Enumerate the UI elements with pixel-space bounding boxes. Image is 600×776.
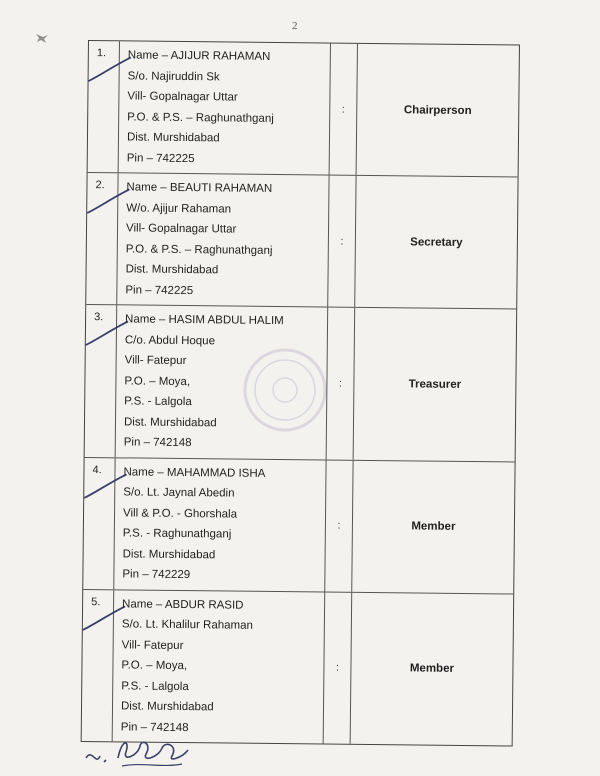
address-line: P.O. & P.S. – Raghunathganj	[125, 242, 273, 257]
serial-cell	[82, 589, 115, 741]
member-role: Treasurer	[408, 378, 462, 391]
member-role: Member	[411, 520, 456, 533]
address-line: Dist. Murshidabad	[123, 415, 217, 429]
member-row	[85, 305, 517, 462]
member-role: Member	[409, 662, 455, 676]
address-cell	[117, 173, 329, 306]
member-row	[82, 589, 514, 745]
address-line: S/o. Lt. Khalilur Rahaman	[121, 618, 253, 632]
signature-icon	[82, 728, 202, 774]
role-cell	[355, 176, 517, 309]
separator-cell	[330, 44, 358, 175]
address-line: Pin – 742148	[123, 436, 192, 450]
address-line: Pin – 742148	[120, 720, 189, 734]
serial-number: 2.	[95, 179, 105, 192]
separator-colon: :	[340, 235, 344, 248]
member-name: Name – HASIM ABDUL HALIM	[125, 313, 284, 328]
address-line: Vill- Gopalnagar Uttar	[127, 90, 238, 104]
role-cell	[357, 44, 519, 177]
address-line: S/o. Najiruddin Sk	[127, 69, 220, 83]
member-name: Name – ABDUR RASID	[122, 597, 244, 612]
address-line: Pin – 742225	[125, 283, 194, 297]
address-line: Dist. Murshidabad	[126, 131, 220, 145]
member-row	[86, 173, 517, 309]
address-line: C/o. Abdul Hoque	[124, 333, 216, 347]
member-role: Secretary	[410, 235, 463, 249]
separator-cell	[325, 460, 353, 591]
role-cell	[354, 308, 517, 461]
separator-colon: :	[337, 519, 341, 532]
address-line: Pin – 742229	[122, 568, 191, 582]
address-line: P.O. – Moya,	[124, 374, 191, 388]
members-table	[81, 40, 520, 746]
member-name: Name – AJIJUR RAHAMAN	[127, 49, 271, 63]
serial-cell	[85, 305, 118, 457]
serial-cell	[83, 457, 115, 588]
address-line: Dist. Murshidabad	[120, 700, 214, 714]
serial-number: 3.	[94, 311, 104, 324]
serial-number: 1.	[96, 47, 107, 60]
address-line: Dist. Murshidabad	[125, 263, 219, 277]
member-row	[88, 41, 519, 177]
separator-cell	[324, 592, 353, 744]
member-role: Chairperson	[403, 103, 472, 117]
address-line: P.S. - Lalgola	[121, 679, 189, 693]
serial-number: 5.	[91, 595, 101, 608]
address-line: Vill- Fatepur	[121, 638, 184, 652]
member-row	[83, 457, 514, 593]
role-cell	[352, 460, 514, 593]
separator-cell	[328, 176, 356, 307]
address-cell	[119, 41, 331, 174]
address-line: P.O. & P.S. – Raghunathganj	[127, 110, 274, 125]
address-line: S/o. Lt. Jaynal Abedin	[123, 486, 235, 500]
address-line: Vill- Fatepur	[124, 354, 187, 368]
serial-cell	[88, 41, 120, 172]
ink-blot-mark	[34, 30, 50, 44]
address-line: P.O. – Moya,	[121, 659, 188, 673]
address-line: Dist. Murshidabad	[122, 547, 216, 561]
separator-cell	[327, 308, 356, 460]
address-line: Vill- Gopalnagar Uttar	[125, 222, 237, 236]
address-cell	[113, 590, 326, 744]
separator-colon: :	[335, 661, 340, 674]
address-line: P.S. - Raghunathganj	[122, 527, 232, 541]
address-line: Pin – 742225	[126, 151, 195, 165]
page-number: 2	[292, 20, 298, 32]
serial-cell	[86, 173, 118, 304]
member-name: Name – BEAUTI RAHAMAN	[126, 181, 273, 195]
address-cell	[114, 458, 326, 591]
address-line: Vill & P.O. - Ghorshala	[122, 506, 238, 521]
address-line: W/o. Ajijur Rahaman	[126, 201, 232, 216]
separator-colon: :	[341, 103, 345, 116]
role-cell	[351, 592, 514, 745]
separator-colon: :	[338, 377, 343, 390]
address-line: P.S. - Lalgola	[124, 395, 192, 409]
serial-number: 4.	[92, 463, 102, 476]
member-name: Name – MAHAMMAD ISHA	[123, 465, 266, 480]
address-cell	[116, 305, 329, 459]
